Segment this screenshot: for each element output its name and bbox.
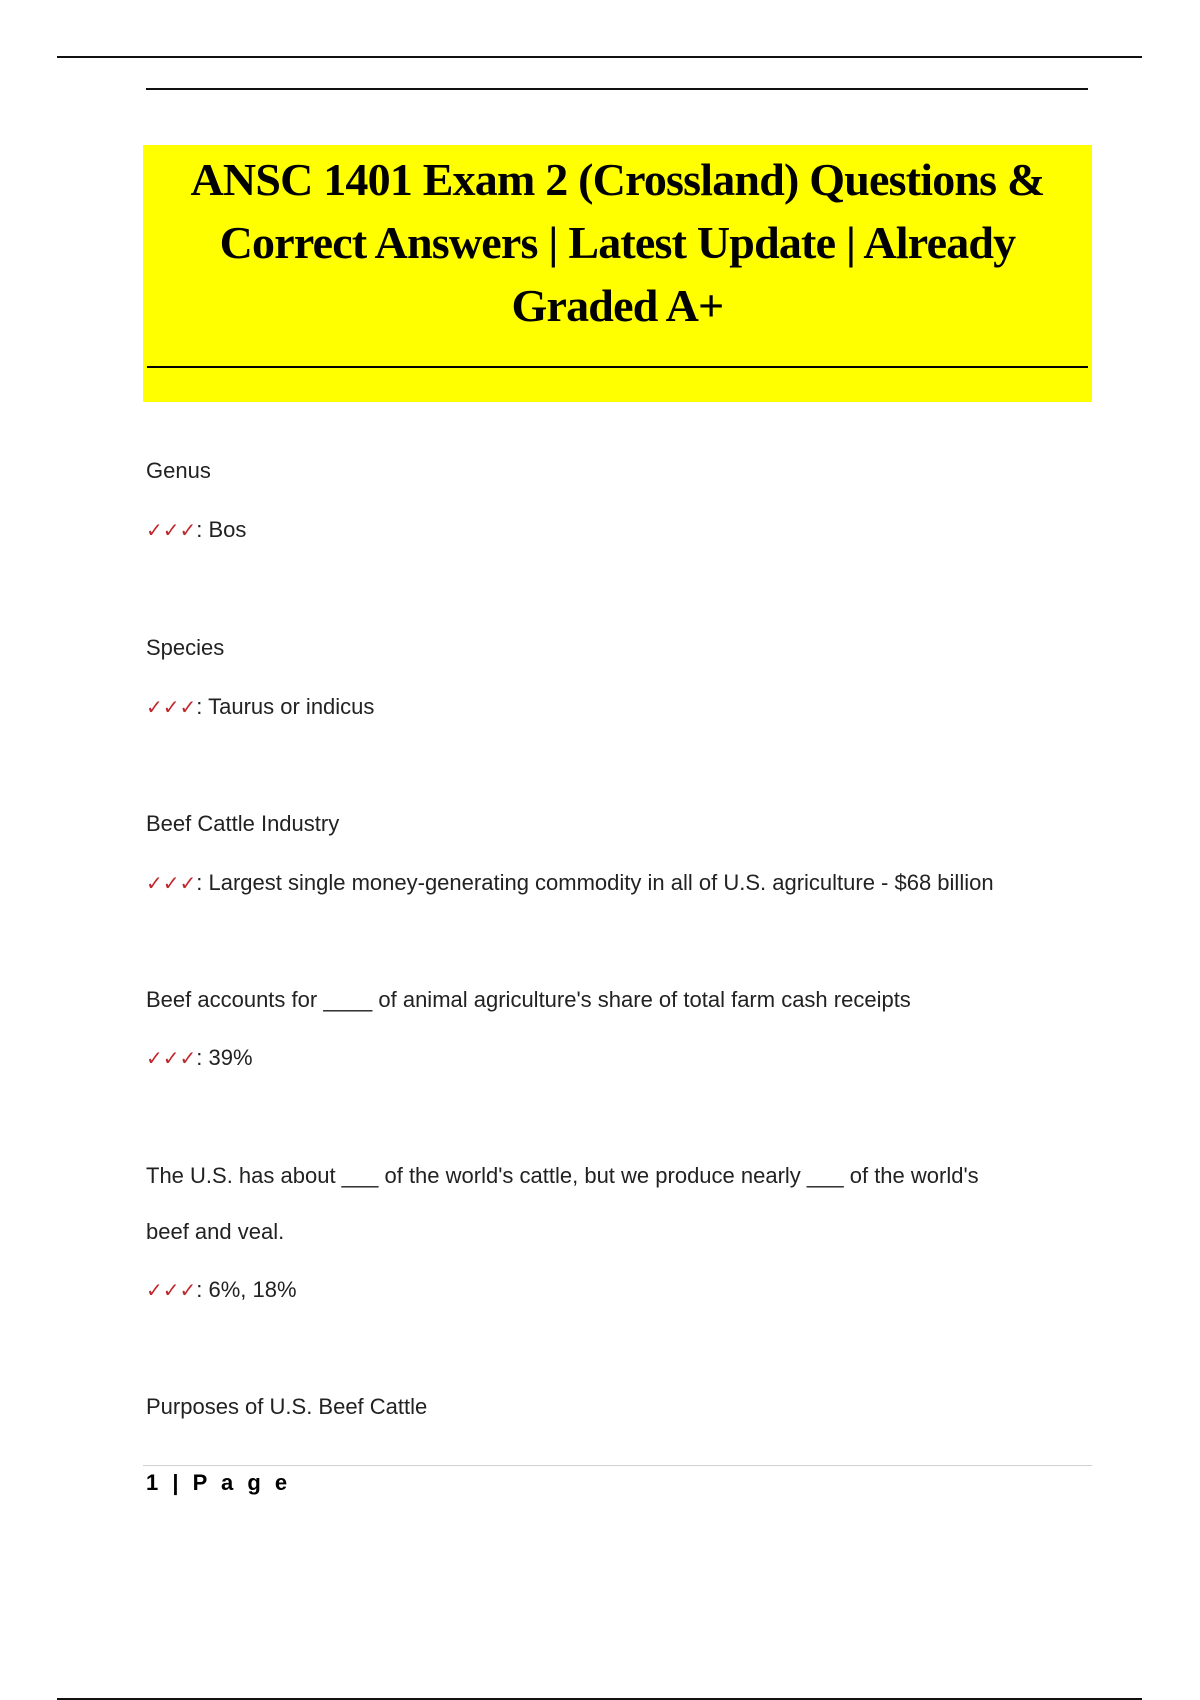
answer-world-cattle — [146, 1275, 297, 1305]
question-beef-accounts: Beef accounts for ____ of animal agriculture's share of total farm cash receipts — [146, 987, 911, 1012]
answer-text: : 6%, 18% — [196, 1277, 297, 1302]
checkmark-icon: ✓✓✓ — [146, 1278, 197, 1302]
answer-text: : Bos — [196, 517, 247, 542]
title-banner — [143, 145, 1092, 402]
footer-rule — [143, 1465, 1092, 1466]
title-underline — [147, 366, 1088, 368]
answer-text: : 39% — [196, 1045, 253, 1070]
question-world-cattle-line2: beef and veal. — [146, 1219, 285, 1244]
page-number: 1 | P a g e — [146, 1470, 292, 1495]
checkmark-icon: ✓✓✓ — [146, 1046, 197, 1070]
question-purposes: Purposes of U.S. Beef Cattle — [146, 1394, 428, 1419]
answer-text: : Largest single money-generating commodity in all of U.S. agriculture - $68 billion — [196, 870, 994, 895]
checkmark-icon: ✓✓✓ — [146, 518, 197, 542]
top-rule — [57, 56, 1142, 58]
question-genus: Genus — [146, 458, 211, 483]
checkmark-icon: ✓✓✓ — [146, 695, 197, 719]
document-title: ANSC 1401 Exam 2 (Crossland) Questions & Correct Answers | Latest Update | Already Graded A+ — [190, 154, 1045, 331]
question-beef-cattle-industry: Beef Cattle Industry — [146, 811, 340, 836]
answer-beef-cattle-industry — [146, 868, 994, 898]
header-rule — [146, 88, 1088, 90]
answer-beef-accounts — [146, 1043, 253, 1073]
answer-genus — [146, 515, 246, 545]
question-world-cattle-line1: The U.S. has about ___ of the world's cattle, but we produce nearly ___ of the world's — [146, 1163, 979, 1188]
question-species: Species — [146, 635, 225, 660]
checkmark-icon: ✓✓✓ — [146, 871, 197, 895]
answer-text: : Taurus or indicus — [196, 694, 375, 719]
answer-species — [146, 692, 374, 722]
